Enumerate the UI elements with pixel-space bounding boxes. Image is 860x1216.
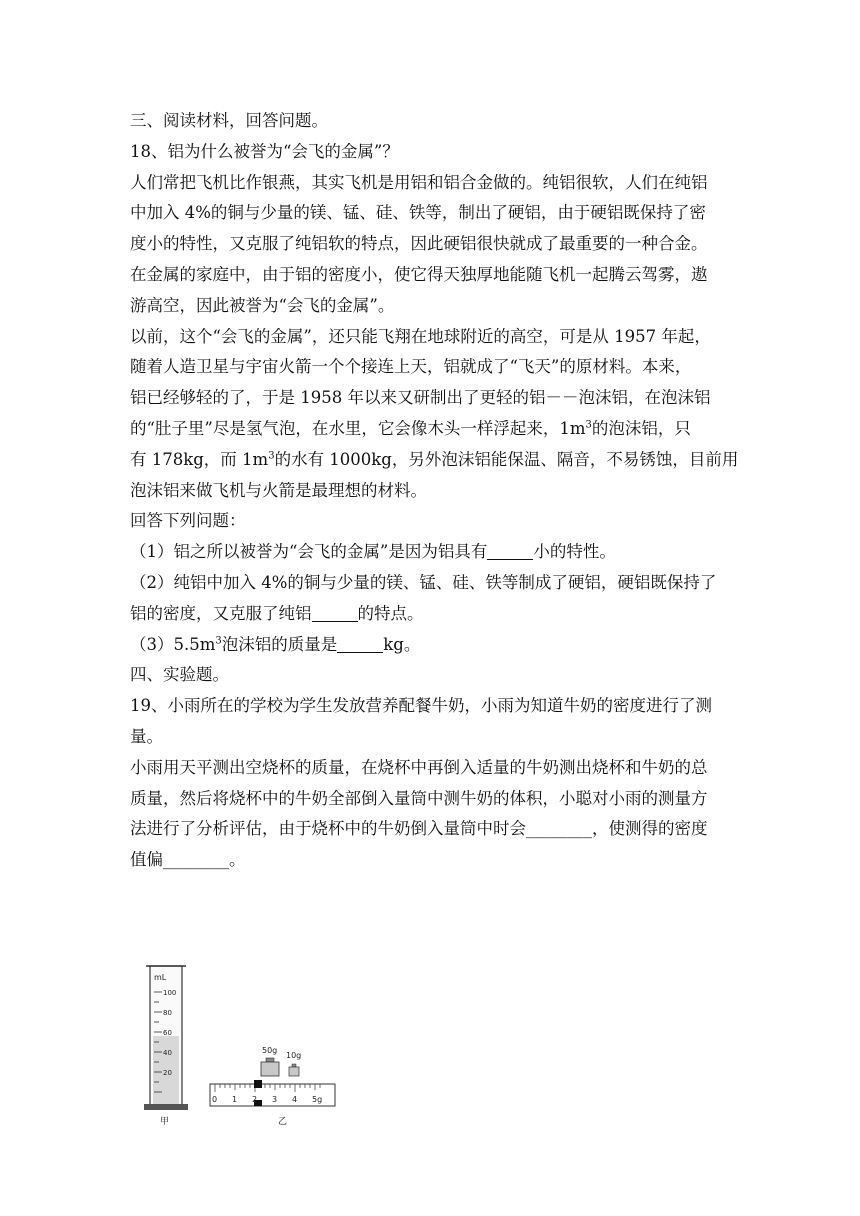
rider-scale [210,1080,335,1127]
superscript: 3 [215,635,222,647]
figure-svg [140,958,340,1128]
section-heading: 四、实验题。 [130,665,229,685]
section-heading: 三、阅读材料，回答问题。 [130,111,328,130]
passage-line: 随着人造卫星与宇宙火箭一个个接连上天，铝就成了“飞天”的原材料。本来， [130,357,692,377]
question-19-title: 19、小雨所在的学校为学生发放营养配餐牛奶，小雨为知道牛奶的密度进行了测 [130,696,712,716]
question-18-title: 18、铝为什么被誉为“会飞的金属”？ [130,141,399,161]
passage-line: 度小的特性，又克服了纯铝软的特点，因此硬铝很快就成了最重要的一种合金。 [130,234,708,254]
text-span: 法进行了分析评估，由于烧杯中的牛奶倒入量筒中时会 [130,819,526,839]
answer-intro: 回答下列问题： [130,511,246,531]
passage-line [130,445,739,476]
text-span: 的水有 1000kg，另外泡沫铝能保温、隔音，不易锈蚀，目前用 [274,449,739,469]
passage-line: 以前，这个“会飞的金属”，还只能飞翔在地球附近的高空，可是从 1957 年起， [130,326,711,346]
question-19-body [130,845,730,876]
passage-line: 人们常把飞机比作银燕，其实飞机是用铝和铝合金做的。纯铝很软，人们在纯铝 [130,172,708,192]
cylinder-tick-label: 40 [163,1049,172,1057]
text-span: （1）铝之所以被誉为“会飞的金属”是因为铝具有 [130,542,488,562]
answer-blank[interactable] [312,603,358,622]
balance-weights [261,1046,301,1076]
cylinder-tick-label: 60 [163,1029,172,1037]
text-span: 小的特性。 [533,542,616,562]
text-span: 的“肚子里”尽是氢气泡，在水里，它会像木头一样浮起来，1m [130,418,586,438]
label-yi: 乙 [278,1117,288,1127]
question-19-title-cont: 量。 [130,726,163,746]
text-span: 泡沫铝的质量是 [221,634,338,654]
answer-blank[interactable] [487,541,533,560]
passage-line: 中加入 4%的铜与少量的镁、锰、硅、铁等，制出了硬铝，由于硬铝既保持了密 [130,203,706,223]
question-19-body [130,814,730,845]
cylinder-tick-label: 100 [163,989,177,997]
superscript: 3 [268,450,275,462]
answer-blank[interactable]: ________ [163,850,229,870]
question-18-2-cont [130,599,730,630]
scale-tick-label: 0 [212,1095,218,1104]
cylinder-tick-label: 20 [163,1069,172,1077]
question-18-1 [130,537,730,568]
passage-line: 铝已经够轻的了，于是 1958 年以来又研制出了更轻的铝－－泡沫铝，在泡沫铝 [130,388,711,408]
question-19-body: 质量，然后将烧杯中的牛奶全部倒入量筒中测牛奶的体积，小聪对小雨的测量方 [130,788,708,808]
cylinder-unit: mL [154,973,167,982]
cylinder-tick-label: 80 [163,1009,172,1017]
passage-line [130,414,730,445]
graduated-cylinder [144,966,188,1127]
text-span: 铝的密度，又克服了纯铝 [130,603,312,623]
label-jia: 甲 [160,1117,170,1127]
text-span: 。 [229,850,246,870]
text-span: 有 178kg，而 1m [130,449,269,469]
text-span: 的泡沫铝，只 [591,418,691,438]
superscript: 3 [585,419,592,431]
text-span: kg。 [383,634,421,654]
question-18-3 [130,630,730,661]
text-span: （3）5.5m [130,634,216,654]
text-span: ，使测得的密度 [592,819,708,839]
weight-50g-label: 50g [262,1046,278,1055]
document-page [130,106,739,876]
scale-tick-label: 3 [272,1095,278,1104]
passage-line: 在金属的家庭中，由于铝的密度小，使它得天独厚地能随飞机一起腾云驾雾，遨 [130,264,708,284]
weight-10g-label: 10g [286,1051,302,1060]
scale-tick-label: 1 [232,1095,238,1104]
answer-blank[interactable] [337,634,383,653]
question-19-body: 小雨用天平测出空烧杯的质量，在烧杯中再倒入适量的牛奶测出烧杯和牛奶的总 [130,757,708,777]
scale-tick-label: 5g [312,1095,323,1104]
experiment-figure [140,958,340,1128]
passage-line: 游高空，因此被誉为“会飞的金属”。 [130,295,395,315]
scale-tick-label: 2 [252,1095,258,1104]
passage-line: 泡沫铝来做飞机与火箭是最理想的材料。 [130,480,427,500]
text-span: 的特点。 [357,603,424,623]
answer-blank[interactable]: ________ [526,819,592,839]
question-18-2: （2）纯铝中加入 4%的铜与少量的镁、锰、硅、铁等制成了硬铝，硬铝既保持了 [130,572,717,592]
text-span: 值偏 [130,850,163,870]
scale-tick-label: 4 [292,1095,298,1104]
